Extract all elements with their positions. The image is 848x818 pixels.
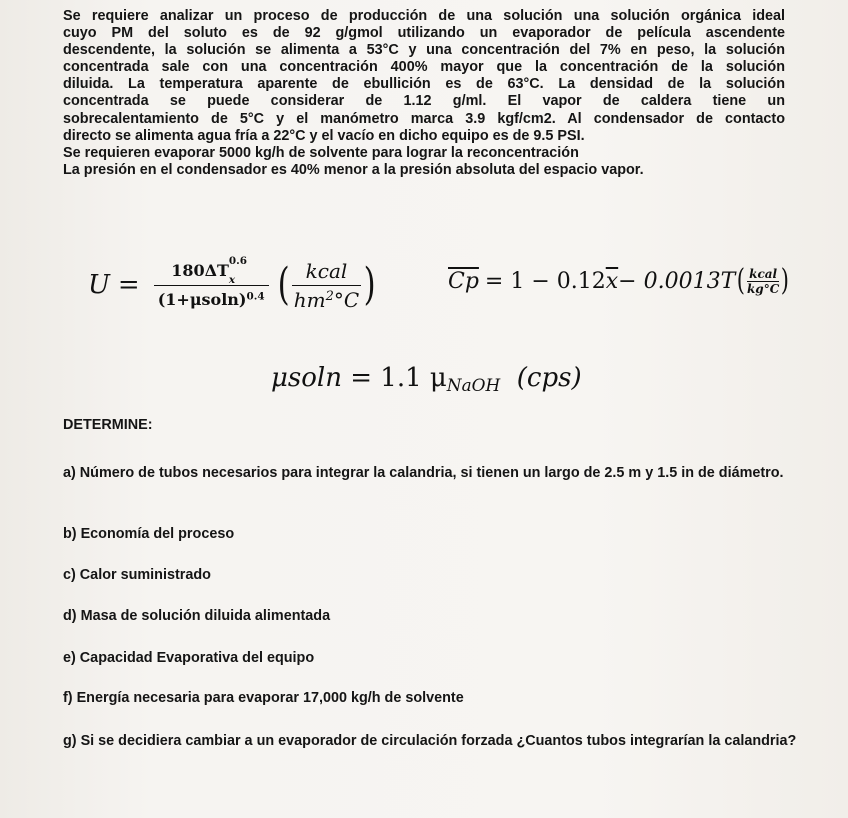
equation-u-num-exp: 0.6 <box>228 255 247 268</box>
problem-line: Se requieren evaporar 5000 kg/h de solvente para lograr la reconcentración <box>63 144 579 161</box>
problem-line: directo se alimenta agua fría a 22°C y el vacío en dicho equipo es de 9.5 PSI. <box>63 127 585 144</box>
equation-cp <box>448 263 791 298</box>
section-heading: DETERMINE: <box>63 417 153 433</box>
list-item: a) Número de tubos necesarios para integrar la calandria, si tienen un largo de 2.5 m y 1.5 in de diámetro. <box>63 465 784 481</box>
equation-mu <box>271 363 582 395</box>
list-item: d) Masa de solución diluida alimentada <box>63 608 331 624</box>
equation-u-equals: = <box>117 270 140 300</box>
equation-mu-lhs: μsoln <box>271 363 342 393</box>
list-item: b) Economía del proceso <box>63 526 235 542</box>
problem-statement <box>63 8 785 179</box>
left-paren: ( <box>277 259 290 310</box>
equation-u-den-exp: 0.4 <box>246 289 265 302</box>
equation-cp-rhs: = 1 − 0.12 <box>484 268 606 294</box>
equation-u-num-coeff: 180ΔT <box>171 261 229 281</box>
equation-u-units-den-tail: °C <box>333 287 360 312</box>
left-paren: ( <box>737 263 746 298</box>
equation-u-units-den <box>292 285 361 312</box>
equation-u-units <box>292 259 361 312</box>
list-item: g) Si se decidiera cambiar a un evaporador de circulación forzada ¿Cuantos tubos integrarían la calandria? <box>63 733 797 749</box>
equation-u-units-num: kcal <box>305 258 348 283</box>
equation-cp-units-num: kcal <box>749 266 778 281</box>
problem-line: La presión en el condensador es 40% menor a la presión absoluta del espacio vapor. <box>63 161 644 178</box>
equation-cp-xbar: $\overline{x}$ <box>605 268 619 294</box>
equation-u <box>88 250 378 320</box>
right-paren: ) <box>781 263 790 298</box>
equation-u-denominator <box>154 285 269 309</box>
equation-mu-sub: NaOH <box>446 375 501 396</box>
list-item: c) Calor suministrado <box>63 567 211 583</box>
equation-u-units-den-base: hm <box>293 287 326 312</box>
problem-line: cuyo PM del soluto es de 92 g/gmol utilizando un evaporador de película ascendente <box>63 25 785 42</box>
equation-u-fraction <box>154 255 269 309</box>
equation-mu-rhs: = 1.1 μ <box>341 363 447 393</box>
list-item: e) Capacidad Evaporativa del equipo <box>63 650 315 666</box>
equation-cp-rhs2: − 0.0013T <box>618 268 736 294</box>
equation-cp-units <box>747 267 779 296</box>
equation-cp-lhs: $\overline{Cp}$ <box>448 268 479 294</box>
right-paren: ) <box>363 259 376 310</box>
equation-u-num-sub: x <box>228 273 236 286</box>
equation-cp-units-den: kg°C <box>746 281 780 296</box>
equation-u-den-base: (1+μsoln) <box>157 289 247 309</box>
problem-line: concentrada sale con una concentración 400% mayor que la concentración de la solución <box>63 59 785 76</box>
problem-line: descendente, la solución se alimenta a 53°C y una concentración del 7% en peso, la solución <box>63 42 785 59</box>
problem-line: Se requiere analizar un proceso de producción de una solución una solución orgánica ideal <box>63 8 785 24</box>
problem-line: sobrecalentamiento de 5°C y el manómetro marca 3.9 kgf/cm2. Al condensador de contacto <box>63 110 785 127</box>
equation-u-lhs: U <box>88 270 110 300</box>
problem-line: diluida. La temperatura aparente de ebullición es de 63°C. La densidad de la solución <box>63 76 785 93</box>
problem-line: concentrada se puede considerar de 1.12 g/ml. El vapor de caldera tiene un <box>63 93 785 110</box>
list-item: f) Energía necesaria para evaporar 17,000 kg/h de solvente <box>63 690 464 706</box>
equation-mu-units: (cps) <box>500 363 582 393</box>
equation-u-numerator <box>167 255 255 286</box>
equation-u-units-den-exp: 2 <box>325 288 334 304</box>
